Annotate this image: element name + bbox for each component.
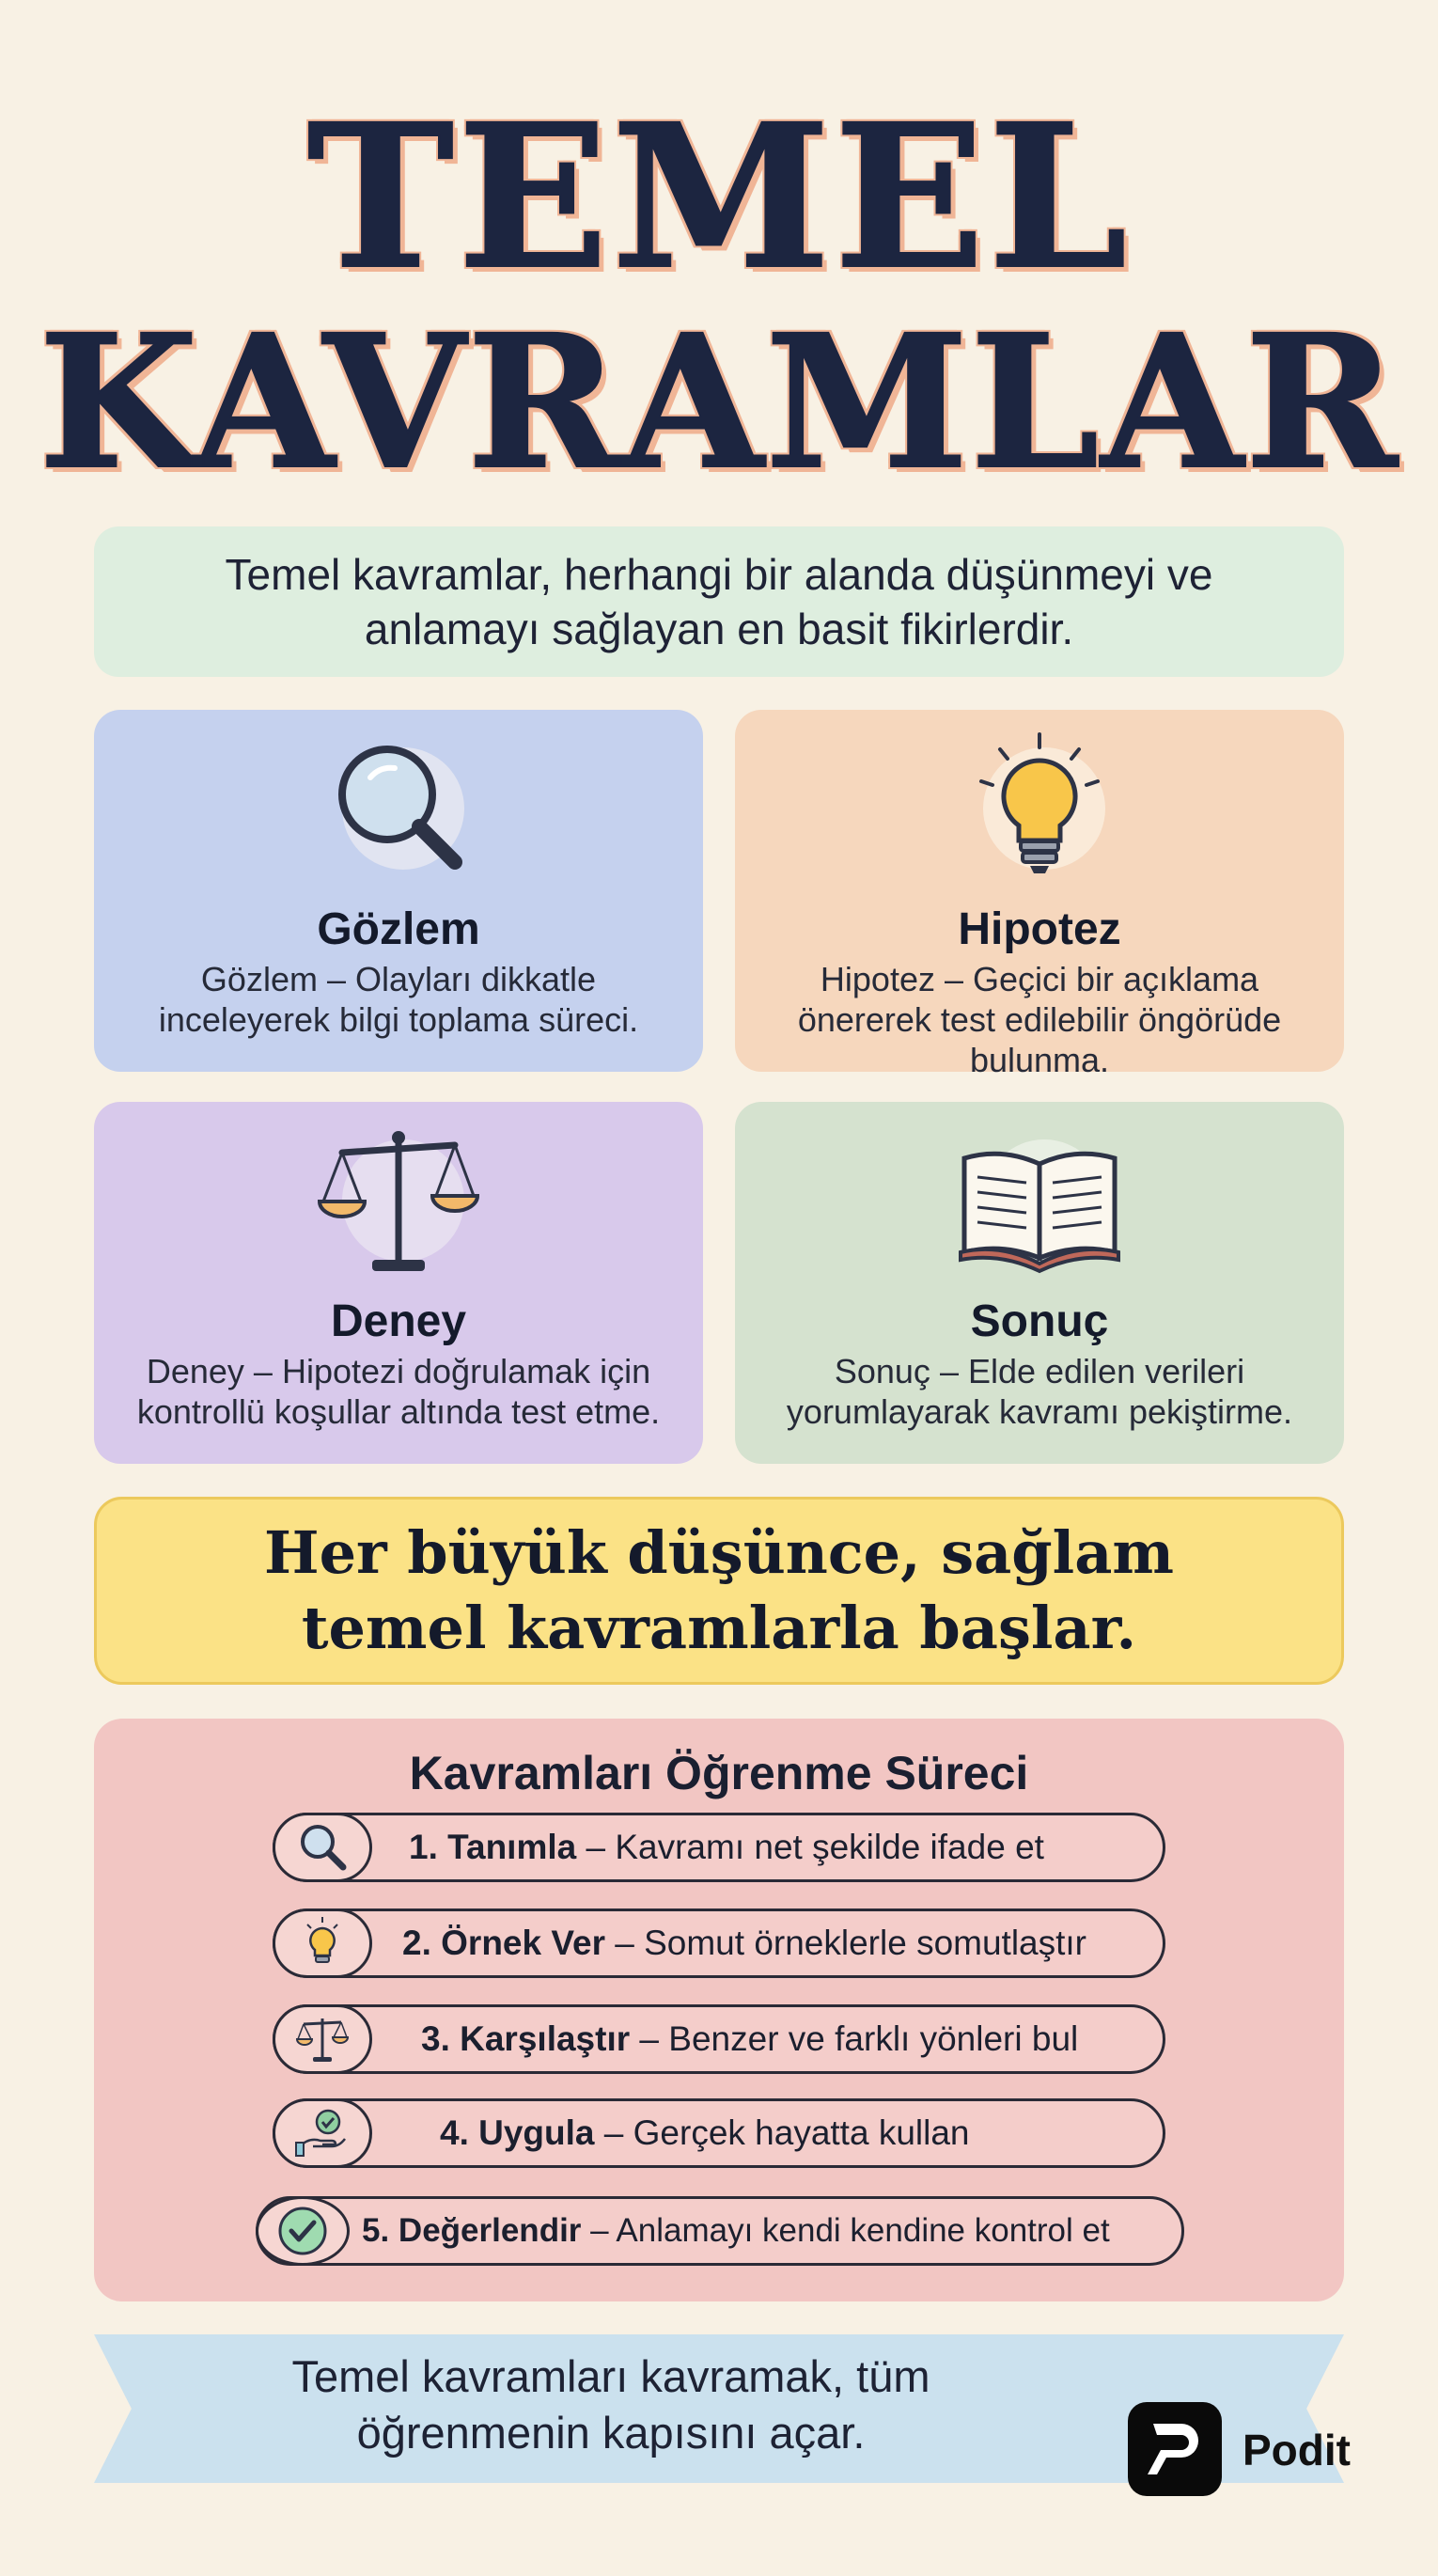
card-title: Gözlem xyxy=(317,904,480,954)
card-desc: Sonuç – Elde edilen verileri yorumlayarak kavramı pekiştirme. xyxy=(786,1352,1293,1431)
card-deney xyxy=(94,1102,703,1464)
process-step-3 xyxy=(273,2004,1165,2074)
process-title: Kavramları Öğrenme Süreci xyxy=(409,1747,1029,1799)
card-title: Hipotez xyxy=(958,904,1121,954)
step-text: 2. Örnek Ver – Somut örneklerle somutlaştır xyxy=(402,1924,1087,1962)
step-text: 3. Karşılaştır – Benzer ve farklı yönleri bul xyxy=(421,2019,1079,2058)
book-icon xyxy=(955,1121,1124,1290)
lightbulb-icon xyxy=(955,729,1124,898)
card-hipotez xyxy=(735,710,1344,1079)
quote-text: Her büyük düşünce, sağlam temel kavramlarla başlar. xyxy=(264,1518,1174,1662)
footer-text: Temel kavramları kavramak, tüm öğrenmenin kapısını açar. xyxy=(291,2351,930,2458)
process-step-2 xyxy=(273,1908,1165,1978)
process-step-4 xyxy=(273,2098,1165,2168)
step-text: 1. Tanımla – Kavramı net şekilde ifade et xyxy=(409,1828,1044,1866)
process-panel xyxy=(94,1719,1344,2301)
scale-icon xyxy=(314,1121,483,1290)
process-step-1 xyxy=(273,1813,1165,1882)
lightbulb-icon xyxy=(273,1908,372,1978)
step-text: 5. Değerlendir – Anlamayı kendi kendine kontrol et xyxy=(362,2212,1110,2249)
step-text: 4. Uygula – Gerçek hayatta kullan xyxy=(440,2113,970,2152)
process-step-5 xyxy=(256,2196,1184,2266)
card-title: Sonuç xyxy=(970,1296,1109,1346)
magnifier-icon xyxy=(314,729,483,898)
hand-check-icon xyxy=(273,2098,372,2168)
card-desc: Deney – Hipotezi doğrulamak için kontrollü koşullar altında test etme. xyxy=(136,1352,661,1431)
intro-text: Temel kavramlar, herhangi bir alanda düşünmeyi ve anlamayı sağlayan en basit fikirlerdir. xyxy=(225,550,1213,653)
magnifier-icon xyxy=(273,1813,372,1882)
quote-box xyxy=(94,1497,1344,1685)
card-title: Deney xyxy=(330,1296,467,1346)
card-desc: Gözlem – Olayları dikkatle inceleyerek bilgi toplama süreci. xyxy=(158,960,639,1039)
title-line-2: KAVRAMLAR xyxy=(39,294,1399,510)
card-gozlem xyxy=(94,710,703,1072)
podit-logo-icon xyxy=(1128,2402,1222,2496)
check-circle-icon xyxy=(256,2196,350,2266)
title-line-1: TEMEL xyxy=(306,81,1132,313)
card-sonuc xyxy=(735,1102,1344,1464)
scale-icon xyxy=(273,2004,372,2074)
intro-box xyxy=(94,526,1344,677)
card-desc: Hipotez – Geçici bir açıklama önererek test edilebilir öngörüde bulunma. xyxy=(797,960,1282,1079)
brand-name: Podit xyxy=(1243,2426,1351,2474)
